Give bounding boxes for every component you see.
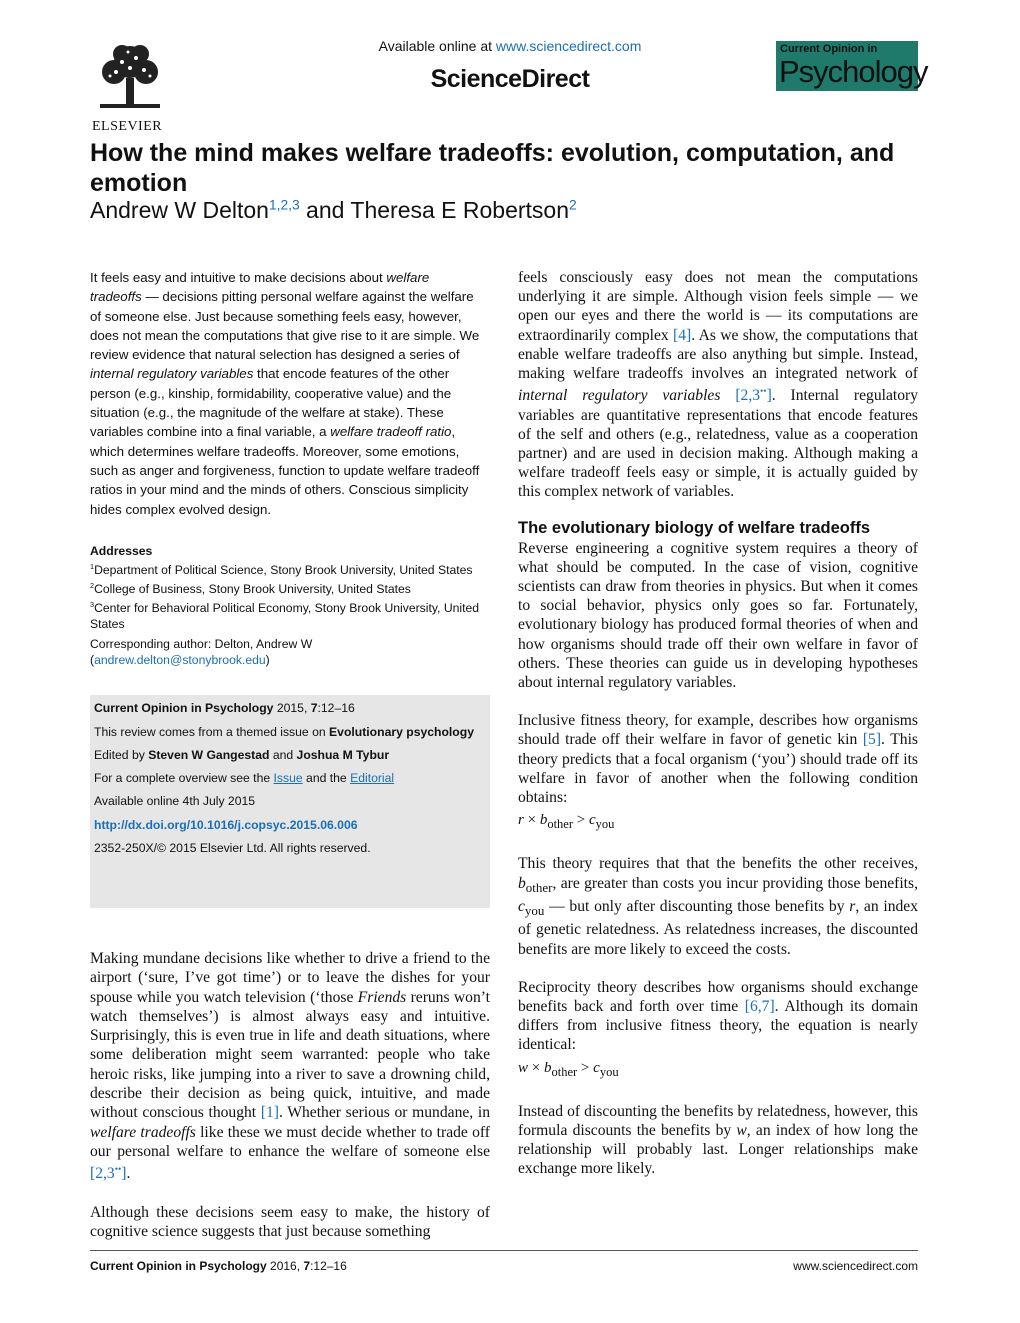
body-paragraph [518, 978, 918, 1055]
body-paragraph [518, 268, 918, 502]
body-text: feels consciously easy does not mean the computations underlying it are simple. Although vision feels simple — we open our eyes and there the world is — its computations are extraordinarily complex [518, 269, 918, 344]
footer-divider [90, 1250, 918, 1251]
body-paragraph: Reverse engineering a cognitive system requires a theory of what should be computed. In the case of vision, cognitive scientists can draw from theories in physics. But when it comes to social behavior, physics only goes so far. Fortunately, evolutionary biology has produced formal theories of when and how organisms should trade off their own welfare in favor of others. These theories can guide us in developing hypotheses about internal regulatory variables. [518, 539, 918, 692]
footer-site: www.sciencedirect.com [793, 1259, 918, 1273]
citation-text: [2,3 [90, 1165, 115, 1183]
corresponding-email-line: (andrew.delton@stonybrook.edu) [90, 653, 270, 667]
address-number: 3 [90, 600, 95, 610]
body-text: — but only after discounting those benefits by [544, 897, 850, 915]
body-text: . As we show, the computations that enable welfare tradeoffs are also anything but simple. Instead, making welfare tradeoffs involves an integrated network of [518, 326, 918, 383]
body-text: This theory requires that that the benefits the other receives, [518, 855, 918, 873]
footer-citation [90, 1259, 347, 1273]
body-text: Inclusive fitness theory, for example, describes how organisms should trade off their welfare in favor of genetic kin [518, 712, 918, 749]
info-edited-prefix: Edited by [94, 748, 149, 762]
doi-link[interactable]: http://dx.doi.org/10.1016/j.copsyc.2015.06.006 [94, 818, 358, 832]
eq-symbol: b [543, 1059, 552, 1076]
eq-operator: × [523, 812, 540, 829]
info-editors-and: and [269, 748, 297, 762]
abstract-text: — decisions pitting personal welfare against the welfare of someone else. Just because something feels easy, however, does not mean the computations that give rise to it are simple. We review evidence that natural selection has designed a series of [90, 289, 480, 363]
address-number: 1 [90, 562, 95, 571]
corresponding-email-link[interactable]: andrew.delton@stonybrook.edu [94, 653, 266, 667]
availability-prefix: Available online at [378, 38, 496, 54]
citation-link[interactable]: [4] [673, 326, 692, 344]
info-journal: Current Opinion in Psychology [94, 701, 274, 715]
eq-operator: > [577, 1059, 594, 1076]
equation-inclusive-fitness [518, 811, 918, 834]
info-citation [94, 701, 355, 715]
journal-badge [776, 41, 928, 91]
body-text [720, 387, 735, 404]
body-text: like these we must decide whether to trade off our personal welfare to enhance the welfare of someone else [90, 1123, 490, 1160]
info-available: Available online 4th July 2015 [94, 794, 256, 808]
info-copyright: 2352-250X/© 2015 Elsevier Ltd. All rights reserved. [94, 841, 371, 855]
body-text: , an index of how long the relationship will probably last. Longer relationships make exchange more likely. [518, 1121, 918, 1178]
body-paragraph [518, 1102, 918, 1179]
body-text: . Although its domain differs from inclusive fitness theory, the equation is nearly identical: [518, 997, 918, 1054]
citation-link[interactable]: [5] [862, 731, 882, 749]
equation-reciprocity [518, 1059, 918, 1082]
sciencedirect-link[interactable]: www.sciencedirect.com [495, 38, 642, 54]
inline-subscript: other [525, 879, 553, 895]
abstract-emphasis: welfare tradeoffs [90, 270, 430, 305]
body-text: reruns won’t watch themselves’) is almost always easy and intuitive. Surprisingly, this is even true in life and death situations, where some deliberation might seem warranted: people who take heroic risks, like jumping into a river to save a drowning child, describe their decision as being quick, intuitive, and made without conscious thought [90, 988, 490, 1122]
eq-symbol: b [539, 812, 548, 829]
abstract-text: that encode features of the other person (e.g., kinship, formidability, cooperative value) and the situation (e.g., the magnitude of the welfare at stake). These variables combine into a final variable, a [90, 366, 452, 440]
footer-pages: :12–16 [310, 1259, 347, 1273]
eq-symbol: c [593, 1059, 600, 1076]
abstract [90, 268, 482, 519]
eq-symbol: r [518, 812, 524, 829]
author-separator: and [299, 197, 351, 223]
info-overview [94, 771, 394, 785]
corresponding-author [90, 636, 490, 668]
info-themed-prefix: This review comes from a themed issue on [94, 725, 330, 739]
inline-subscript: you [524, 903, 545, 919]
inline-symbol: r [849, 897, 856, 915]
body-text: , an index of genetic relatedness. As relatedness increases, the discounted benefits are more likely to exceed the costs. [518, 897, 919, 958]
eq-subscript: other [551, 1064, 578, 1079]
info-themed-name: Evolutionary psychology [329, 725, 474, 739]
body-left-column [90, 949, 490, 1260]
info-overview-and: and the [302, 771, 351, 785]
body-text: Making mundane decisions like whether to drive a friend to the airport (‘sure, I’ve got time’) or to leave the dishes for your spouse while you watch television (‘those [90, 950, 490, 1006]
footer-volume: 7 [303, 1259, 311, 1273]
author-line [90, 197, 577, 224]
addresses [90, 543, 495, 632]
body-text: . [126, 1165, 131, 1183]
abstract-emphasis: welfare tradeoff ratio [330, 424, 452, 440]
citation-link[interactable] [90, 1165, 126, 1182]
article-info-box [90, 695, 490, 908]
eq-subscript: you [595, 817, 615, 832]
info-editor: Steven W Gangestad [148, 748, 270, 762]
address-text: College of Business, Stony Brook University, United States [94, 582, 411, 597]
citation-link[interactable]: [1] [260, 1104, 279, 1122]
author-name: Andrew W Delton [90, 197, 269, 223]
eq-subscript: you [599, 1064, 619, 1079]
eq-operator: × [528, 1059, 544, 1076]
abstract-emphasis: internal regulatory variables [90, 366, 254, 382]
body-text: . This theory predicts that a focal organism (‘you’) should trade off its welfare in favor of another when the following condition obtains: [518, 731, 918, 807]
info-pages: :12–16 [317, 701, 355, 715]
abstract-text: It feels easy and intuitive to make decisions about [90, 270, 387, 285]
address-item [90, 578, 495, 597]
eq-operator: > [573, 812, 589, 829]
body-emphasis: welfare tradeoffs [90, 1123, 196, 1141]
sciencedirect-wordmark: ScienceDirect [430, 65, 590, 93]
body-text: Reciprocity theory describes how organisms should exchange benefits back and forth over time [518, 978, 918, 1015]
body-paragraph: Although these decisions seem easy to make, the history of cognitive science suggests that just because something [90, 1203, 490, 1241]
body-paragraph [518, 711, 918, 807]
info-doi-row [94, 818, 358, 832]
body-text: , are greater than costs you incur providing those benefits, [552, 874, 918, 892]
body-text: . Whether serious or mundane, in [279, 1104, 490, 1122]
corresponding-label: Corresponding author: Delton, Andrew W [90, 637, 313, 651]
citation-close: ] [121, 1165, 127, 1183]
citation-link[interactable]: [6,7] [744, 997, 775, 1015]
eq-symbol: c [588, 812, 596, 829]
info-themed-issue [94, 725, 474, 739]
inline-symbol: w [736, 1121, 747, 1139]
section-heading: The evolutionary biology of welfare tradeoffs [518, 518, 871, 537]
article-title: How the mind makes welfare tradeoffs: evolution, computation, and emotion [90, 139, 895, 197]
body-emphasis: Friends [357, 988, 407, 1006]
info-volume: 7 [310, 701, 318, 715]
citation-text: [2,3 [735, 387, 761, 405]
affiliation-ref[interactable]: 1,2,3 [268, 197, 300, 213]
citation-dots: •• [114, 1165, 122, 1176]
info-editor: Joshua M Tybur [296, 748, 390, 762]
citation-link[interactable] [735, 387, 771, 404]
address-item [90, 597, 495, 632]
address-text: Department of Political Science, Stony Brook University, United States [94, 563, 473, 578]
body-text: . Internal regulatory variables are quantitative representations that encode features of the self and others (e.g., relatedness, value as a cooperation partner) and are used in decision making. Although making a welfare tradeoff feels easy or simple, it is actually guided by this complex network of variables. [518, 387, 919, 501]
body-emphasis: internal regulatory variables [518, 387, 721, 405]
abstract-text: , which determines welfare tradeoffs. Moreover, some emotions, such as anger and forgiveness, function to update welfare tradeoff ratios in your mind and the minds of others. Conscious simplicity hides complex evolved design. [90, 424, 480, 517]
inline-symbol: b [518, 874, 526, 892]
body-paragraph [518, 854, 918, 958]
body-text: Instead of discounting the benefits by relatedness, however, this formula discounts the benefits by [518, 1102, 918, 1139]
body-right-column [518, 268, 918, 1179]
footer-journal: Current Opinion in Psychology [90, 1259, 267, 1273]
journal-badge-name: Psychology [779, 54, 928, 89]
info-overview-prefix: For a complete overview see the [94, 771, 274, 785]
addresses-heading: Addresses [90, 544, 153, 558]
address-item [90, 559, 495, 578]
eq-symbol: w [518, 1059, 529, 1076]
journal-badge-top: Current Opinion in [780, 43, 878, 55]
address-text: Center for Behavioral Political Economy, Stony Brook University, United States [90, 601, 480, 632]
citation-dots: •• [760, 387, 767, 398]
info-editors [94, 748, 389, 762]
info-year: 2015, [273, 701, 311, 715]
address-number: 2 [90, 581, 95, 591]
editorial-link[interactable]: Editorial [350, 771, 395, 785]
issue-link[interactable]: Issue [273, 771, 303, 785]
author-name: Theresa E Robertson [350, 197, 570, 223]
body-paragraph [90, 949, 490, 1184]
footer-year: 2016, [266, 1259, 304, 1273]
eq-subscript: other [547, 817, 573, 832]
affiliation-ref[interactable]: 2 [569, 197, 577, 213]
inline-symbol: c [518, 897, 525, 915]
citation-close: ] [766, 387, 772, 405]
elsevier-wordmark: ELSEVIER [92, 119, 163, 134]
